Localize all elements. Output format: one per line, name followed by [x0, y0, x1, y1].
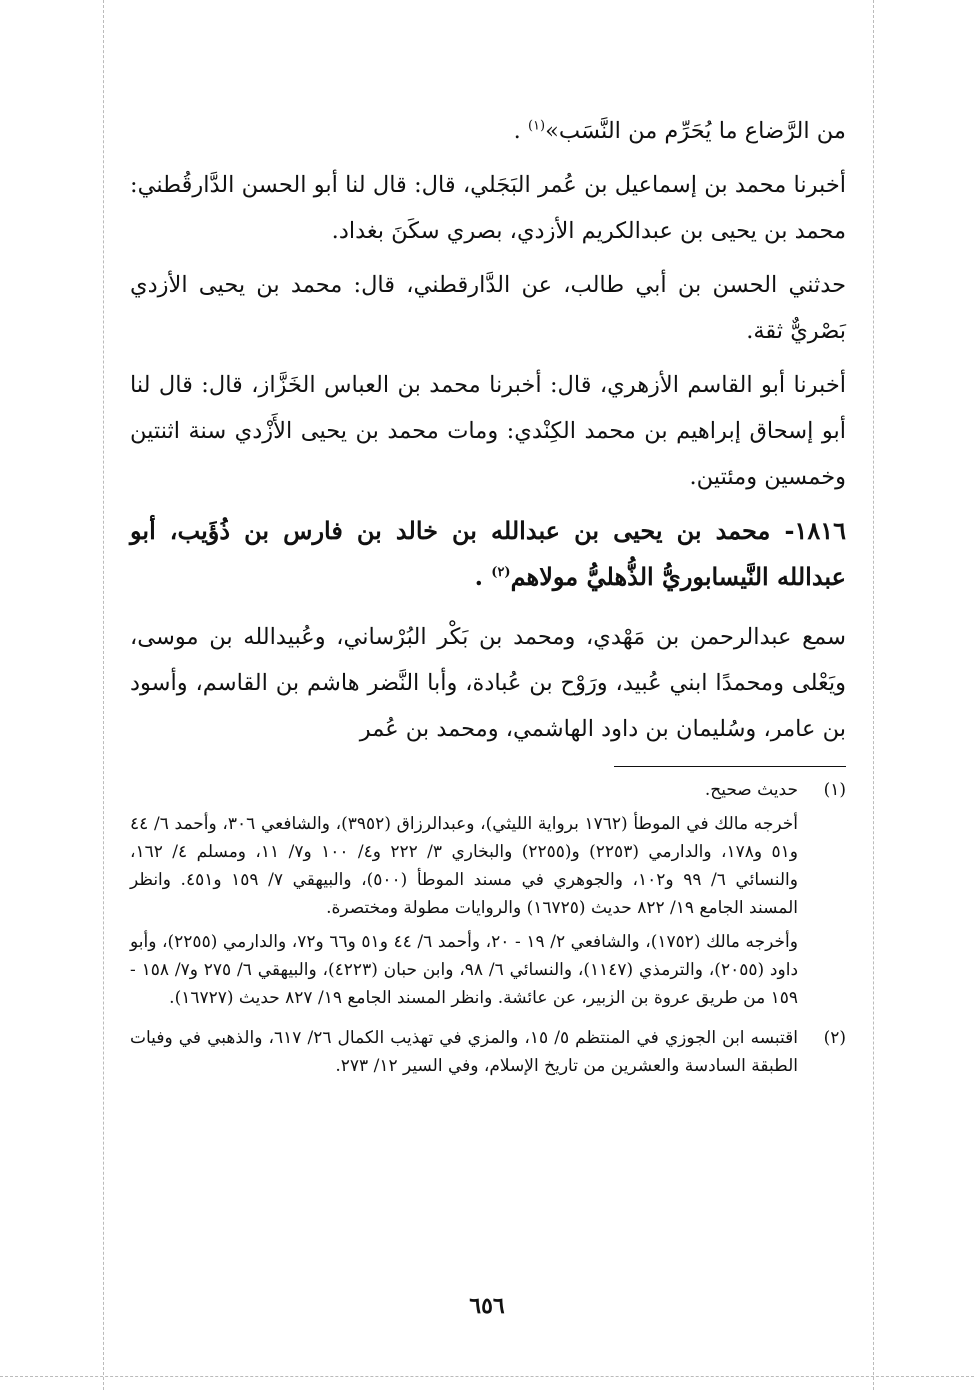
opening-line-end: .: [513, 118, 528, 144]
footnote-ref-1[interactable]: (١): [527, 118, 546, 134]
footnote-2: [130, 1024, 846, 1086]
entry-heading: [130, 508, 846, 600]
opening-line-text: من الرَّضاع ما يُحَرِّم من النَّسَب»: [545, 118, 846, 144]
footnote-number: (٢): [823, 1028, 846, 1048]
footnote-body: [130, 1024, 798, 1086]
scan-guide-right: [873, 0, 874, 1390]
footnotes-block: [130, 776, 846, 1092]
entry-heading-text: ١٨١٦- محمد بن يحيى بن عبدالله بن خالد بن فارس بن ذُؤَيب، أبو عبدالله النَّيسابوريُّ الذُّهليُّ مولاهم: [130, 516, 846, 591]
footnote-ref-2[interactable]: (٢): [491, 565, 511, 580]
opening-line: [130, 108, 846, 154]
footnote-separator: [614, 766, 846, 767]
footnote-number: (١): [823, 780, 846, 800]
page-number: ٦٥٦: [469, 1293, 505, 1319]
footnote-paragraph: حديث صحيح.: [704, 780, 798, 800]
main-text-block: [130, 108, 846, 760]
paragraph-3: أخبرنا أبو القاسم الأزهري، قال: أخبرنا محمد بن العباس الخَزَّاز، قال: قال لنا أبو إسحاق إبراهيم بن محمد الكِنْدي: ومات محمد بن يحيى الأَزْدي سنة اثنتين وخمسين ومئتين.: [130, 372, 846, 490]
scan-guide-left: [103, 0, 104, 1390]
footnote-paragraph: اقتبسه ابن الجوزي في المنتظم ٥/ ١٥، والمزي في تهذيب الكمال ٢٦/ ٦١٧، والذهبي في وفيات الطبقة السادسة والعشرين من تاريخ الإسلام، وفي السير ١٢/ ٢٧٣.: [130, 1028, 798, 1076]
paragraph-4: سمع عبدالرحمن بن مَهْدي، ومحمد بن بَكْر البُرْساني، وعُبيدالله بن موسى، ويَعْلى ومحمدًا ابني عُبيد، ورَوْح بن عُبادة، وأبا النَّضر هاشم بن القاسم، وأسود بن عامر، وسُليمان بن داود الهاشمي، ومحمد بن عُمر: [130, 624, 846, 742]
entry-heading-end: .: [474, 562, 492, 591]
footnote-1: [130, 776, 846, 1018]
footnote-paragraph: أخرجه مالك في الموطأ (١٧٦٢ برواية الليثي)، وعبدالرزاق (٣٩٥٢)، والشافعي ٣٠٦، وأحمد ٦/ ٤٤ و٥١ و١٧٨، والدارمي (٢٢٥٣) و(٢٢٥٥) والبخاري ٣/ ٢٢٢ و٤/ ١٠٠ و٧/ ١١، ومسلم ٤/ ١٦٢، والنسائي ٦/ ٩٩ و١٠٢، والجوهري في مسند الموطأ (٥٠٠)، والبيهقي ٧/ ١٥٩ و٤٥١. وانظر المسند الجامع ١٩/ ٨٢٢ حديث (١٦٧٢٥) والروايات مطولة ومختصرة.: [130, 814, 798, 918]
paragraph-2: حدثني الحسن بن أبي طالب، عن الدَّارقطني، قال: محمد بن يحيى الأزدي بَصْريٌّ ثقة.: [130, 272, 846, 344]
footnote-paragraph: وأخرجه مالك (١٧٥٢)، والشافعي ٢/ ١٩ - ٢٠، وأحمد ٦/ ٤٤ و٥١ و٦٦ و٧٢، والدارمي (٢٢٥٥)، وأبو داود (٢٠٥٥)، والترمذي (١١٤٧)، والنسائي ٦/ ٩٨، وابن حبان (٤٢٢٣)، والبيهقي ٦/ ٢٧٥ و٧/ ١٥٨ - ١٥٩ من طريق عروة بن الزبير، عن عائشة. وانظر المسند الجامع ١٩/ ٨٢٧ حديث (١٦٧٢٧).: [130, 932, 799, 1008]
scan-guide-bottom: [0, 1376, 974, 1377]
footnote-body: [130, 776, 798, 1018]
paragraph-1: أخبرنا محمد بن إسماعيل بن عُمر البَجَلي، قال: قال لنا أبو الحسن الدَّارقُطني: محمد بن يحيى بن عبدالكريم الأزدي، بصري سكَنَ بغداد.: [130, 172, 846, 244]
